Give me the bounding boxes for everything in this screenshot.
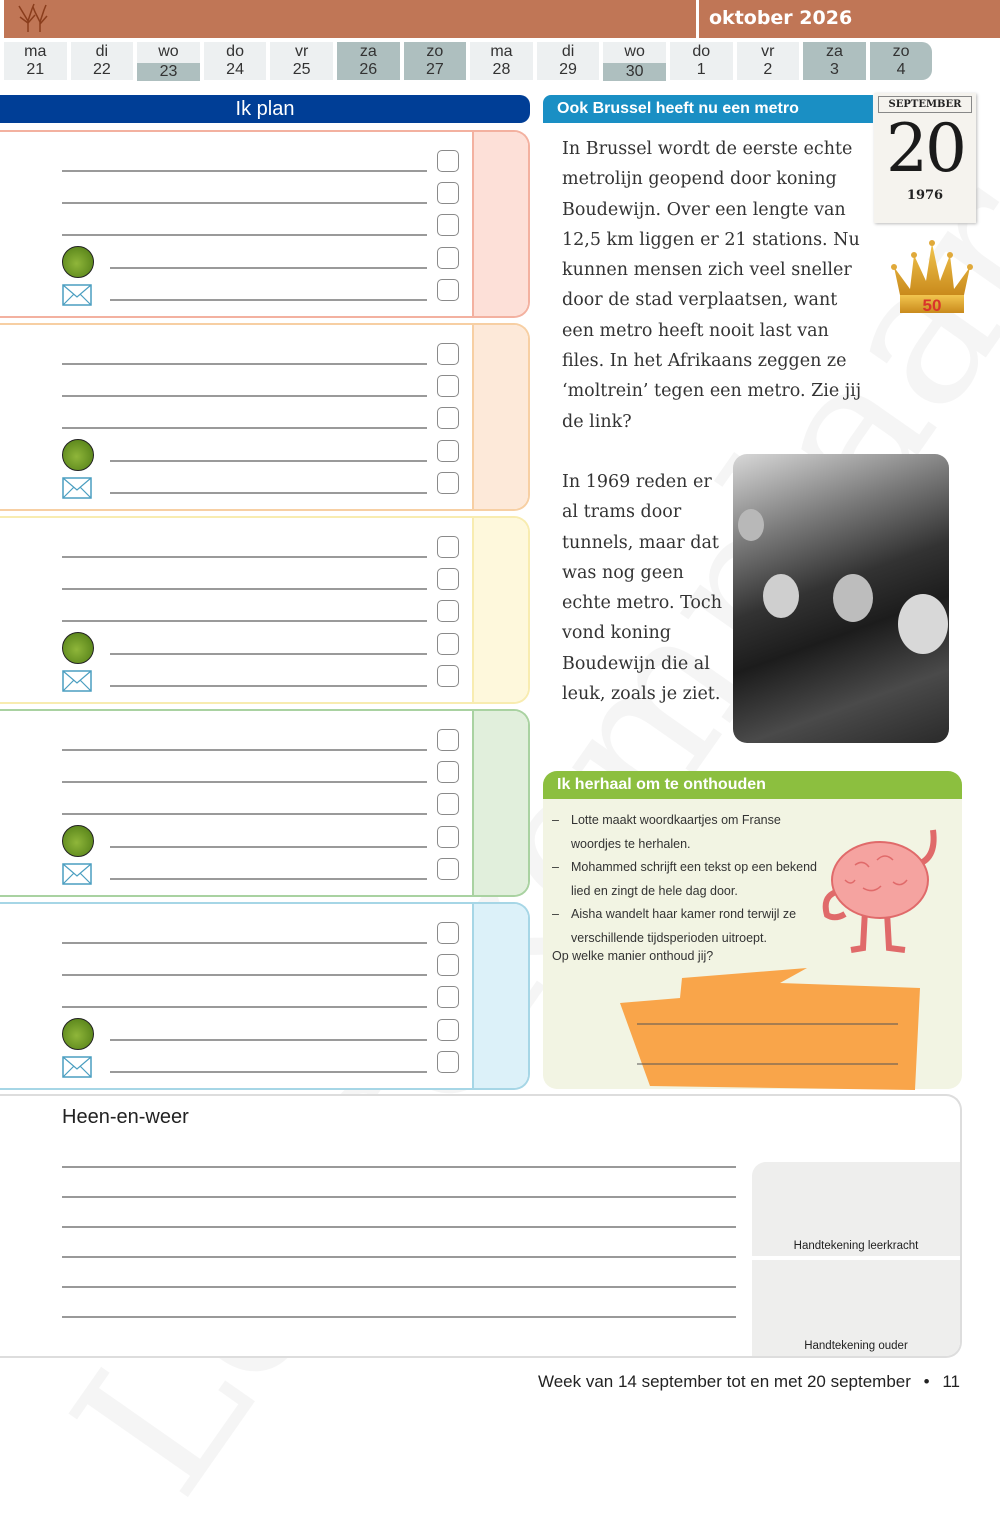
- backpack-icon: [62, 632, 94, 664]
- task-checkbox[interactable]: [437, 761, 459, 783]
- task-checkbox[interactable]: [437, 793, 459, 815]
- signature-teacher-box[interactable]: [752, 1162, 960, 1258]
- repeat-question: Op welke manier onthoud jij?: [552, 949, 714, 963]
- task-line[interactable]: [110, 460, 427, 462]
- calendar-year: 1976: [906, 188, 944, 203]
- day-name: za: [825, 43, 843, 60]
- task-line[interactable]: [62, 427, 427, 429]
- task-checkbox[interactable]: [437, 954, 459, 976]
- day-number: 27: [425, 61, 444, 78]
- writing-line[interactable]: [62, 1226, 736, 1228]
- task-checkbox[interactable]: [437, 182, 459, 204]
- day-number: 22: [92, 61, 111, 78]
- answer-box[interactable]: [620, 968, 920, 1090]
- task-checkbox[interactable]: [437, 826, 459, 848]
- month-label: oktober 2026: [699, 0, 1000, 38]
- day-number: 1: [696, 61, 706, 78]
- calendar-day: 20: [886, 110, 964, 187]
- signature-parent-label: Handtekening ouder: [804, 1340, 908, 1352]
- day-number: 3: [829, 61, 839, 78]
- task-line[interactable]: [62, 395, 427, 397]
- day-name: di: [95, 43, 109, 60]
- task-checkbox[interactable]: [437, 1051, 459, 1073]
- day-number: 26: [359, 61, 378, 78]
- day-name: ma: [490, 43, 513, 60]
- envelope-icon: [62, 1056, 92, 1078]
- task-checkbox[interactable]: [437, 922, 459, 944]
- crown-icon: [888, 237, 976, 317]
- plan-day-block: [0, 130, 530, 318]
- day-number: 29: [559, 61, 577, 78]
- day-name: zo: [892, 43, 910, 60]
- task-checkbox[interactable]: [437, 150, 459, 172]
- day-cell: [803, 42, 866, 80]
- envelope-icon: [62, 477, 92, 499]
- day-cell: [4, 42, 67, 80]
- envelope-icon: [62, 670, 92, 692]
- task-line[interactable]: [62, 749, 427, 751]
- heen-en-weer-title: Heen-en-weer: [62, 1106, 189, 1128]
- plan-side-column: [472, 325, 528, 509]
- signature-parent-box[interactable]: [752, 1260, 960, 1356]
- task-line[interactable]: [110, 878, 427, 880]
- backpack-icon: [62, 439, 94, 471]
- task-line[interactable]: [110, 267, 427, 269]
- task-checkbox[interactable]: [437, 247, 459, 269]
- task-line[interactable]: [62, 556, 427, 558]
- task-checkbox[interactable]: [437, 986, 459, 1008]
- day-name: wo: [158, 43, 179, 60]
- plan-side-column: [472, 518, 528, 702]
- task-line[interactable]: [62, 363, 427, 365]
- plan-day-block: [0, 516, 530, 704]
- task-checkbox[interactable]: [437, 568, 459, 590]
- task-checkbox[interactable]: [437, 214, 459, 236]
- day-name: ma: [24, 43, 47, 60]
- task-line[interactable]: [110, 846, 427, 848]
- story-paragraph-1: In Brussel wordt de eerste echte metrolijn geopend door koning Boudewijn. Over een lengte van 12,5 km liggen er 21 stations. Nu kunnen mensen zich veel sneller door de stad verplaatsen, want een metro heeft nooit last van files. In het Afrikaans zeggen ze ‘moltrein’ tegen een metro. Zie jij de link?: [562, 139, 862, 432]
- task-line[interactable]: [62, 974, 427, 976]
- signature-teacher-label: Handtekening leerkracht: [793, 1240, 919, 1252]
- task-checkbox[interactable]: [437, 343, 459, 365]
- task-line[interactable]: [62, 813, 427, 815]
- day-cell: [404, 42, 467, 80]
- writing-line[interactable]: [62, 1196, 736, 1198]
- day-cell: [870, 42, 933, 80]
- day-cell: [670, 42, 733, 80]
- task-line[interactable]: [62, 942, 427, 944]
- task-line[interactable]: [110, 1039, 427, 1041]
- header-bar: [4, 0, 696, 38]
- envelope-icon: [62, 863, 92, 885]
- plan-day-block: [0, 323, 530, 511]
- day-name: do: [226, 43, 244, 60]
- plan-side-column: [472, 132, 528, 316]
- day-cell: [204, 42, 267, 80]
- writing-line[interactable]: [62, 1286, 736, 1288]
- day-name: vr: [761, 43, 775, 60]
- task-checkbox[interactable]: [437, 440, 459, 462]
- task-line[interactable]: [110, 653, 427, 655]
- task-line[interactable]: [62, 588, 427, 590]
- calendar-month: SEPTEMBER: [878, 96, 972, 113]
- day-cell: [337, 42, 400, 80]
- task-checkbox[interactable]: [437, 1019, 459, 1041]
- task-checkbox[interactable]: [437, 858, 459, 880]
- day-number: 24: [226, 61, 244, 78]
- day-name: zo: [426, 43, 444, 60]
- day-cell: [737, 42, 800, 80]
- page-footer: [538, 1372, 960, 1392]
- page-number: 11: [942, 1372, 960, 1391]
- day-number: 30: [603, 63, 666, 81]
- day-number: 23: [137, 63, 200, 81]
- task-checkbox[interactable]: [437, 279, 459, 301]
- repeat-item: – Lotte maakt woordkaartjes om Franse woordjes te herhalen.: [552, 809, 832, 856]
- day-number: 2: [763, 61, 773, 78]
- day-name: do: [692, 43, 711, 60]
- day-cell: [270, 42, 333, 80]
- task-line[interactable]: [62, 170, 427, 172]
- day-number: 28: [492, 61, 511, 78]
- task-checkbox[interactable]: [437, 665, 459, 687]
- footer-bullet: •: [923, 1372, 930, 1391]
- writing-line[interactable]: [62, 1316, 736, 1318]
- day-name: vr: [295, 43, 309, 60]
- task-line[interactable]: [110, 1071, 427, 1073]
- repeat-item: – Mohammed schrijft een tekst op een bekend lied en zingt de hele dag door.: [552, 856, 832, 903]
- day-cell: [603, 42, 666, 80]
- task-checkbox[interactable]: [437, 472, 459, 494]
- plan-day-block: [0, 902, 530, 1090]
- task-line[interactable]: [62, 620, 427, 622]
- task-line[interactable]: [110, 492, 427, 494]
- task-line[interactable]: [62, 781, 427, 783]
- day-number: 4: [896, 61, 906, 78]
- plan-day-block: [0, 709, 530, 897]
- task-checkbox[interactable]: [437, 407, 459, 429]
- repeat-list: [552, 809, 832, 950]
- day-cell: [470, 42, 533, 80]
- footer-week: Week van 14 september tot en met 20 september: [537, 1372, 911, 1391]
- backpack-icon: [62, 825, 94, 857]
- story-paragraph-2: In 1969 reden er al trams door tunnels, maar dat was nog geen echte metro. Toch vond koning Boudewijn die al leuk, zoals je ziet.: [562, 472, 723, 705]
- task-checkbox[interactable]: [437, 633, 459, 655]
- task-checkbox[interactable]: [437, 536, 459, 558]
- task-line[interactable]: [62, 234, 427, 236]
- envelope-icon: [62, 284, 92, 306]
- task-checkbox[interactable]: [437, 729, 459, 751]
- day-cell: [71, 42, 134, 80]
- task-line[interactable]: [62, 1006, 427, 1008]
- week-day-strip: [4, 42, 932, 80]
- tear-off-calendar: [874, 93, 976, 223]
- plan-side-column: [472, 711, 528, 895]
- brain-mascot-icon: [815, 820, 955, 960]
- day-number: 21: [26, 61, 45, 78]
- story-title: Ook Brussel heeft nu een metro: [543, 95, 873, 123]
- day-number: 25: [292, 61, 311, 78]
- task-line[interactable]: [110, 685, 427, 687]
- task-line[interactable]: [62, 202, 427, 204]
- historic-photo-tram: [733, 454, 949, 743]
- task-checkbox[interactable]: [437, 600, 459, 622]
- day-name: za: [359, 43, 377, 60]
- svg-text:50: 50: [922, 296, 942, 315]
- repeat-item: – Aisha wandelt haar kamer rond terwijl ze verschillende tijdsperioden uitroept.: [552, 903, 832, 950]
- day-name: wo: [624, 43, 645, 60]
- task-line[interactable]: [110, 299, 427, 301]
- day-name: di: [561, 43, 575, 60]
- day-cell: [537, 42, 600, 80]
- trees-icon: [16, 3, 56, 33]
- day-cell: [137, 42, 200, 80]
- writing-line[interactable]: [62, 1166, 736, 1168]
- task-checkbox[interactable]: [437, 375, 459, 397]
- plan-side-column: [472, 904, 528, 1088]
- backpack-icon: [62, 1018, 94, 1050]
- plan-header: Ik plan: [0, 95, 530, 123]
- writing-line[interactable]: [62, 1256, 736, 1258]
- backpack-icon: [62, 246, 94, 278]
- repeat-title: Ik herhaal om te onthouden: [543, 771, 962, 799]
